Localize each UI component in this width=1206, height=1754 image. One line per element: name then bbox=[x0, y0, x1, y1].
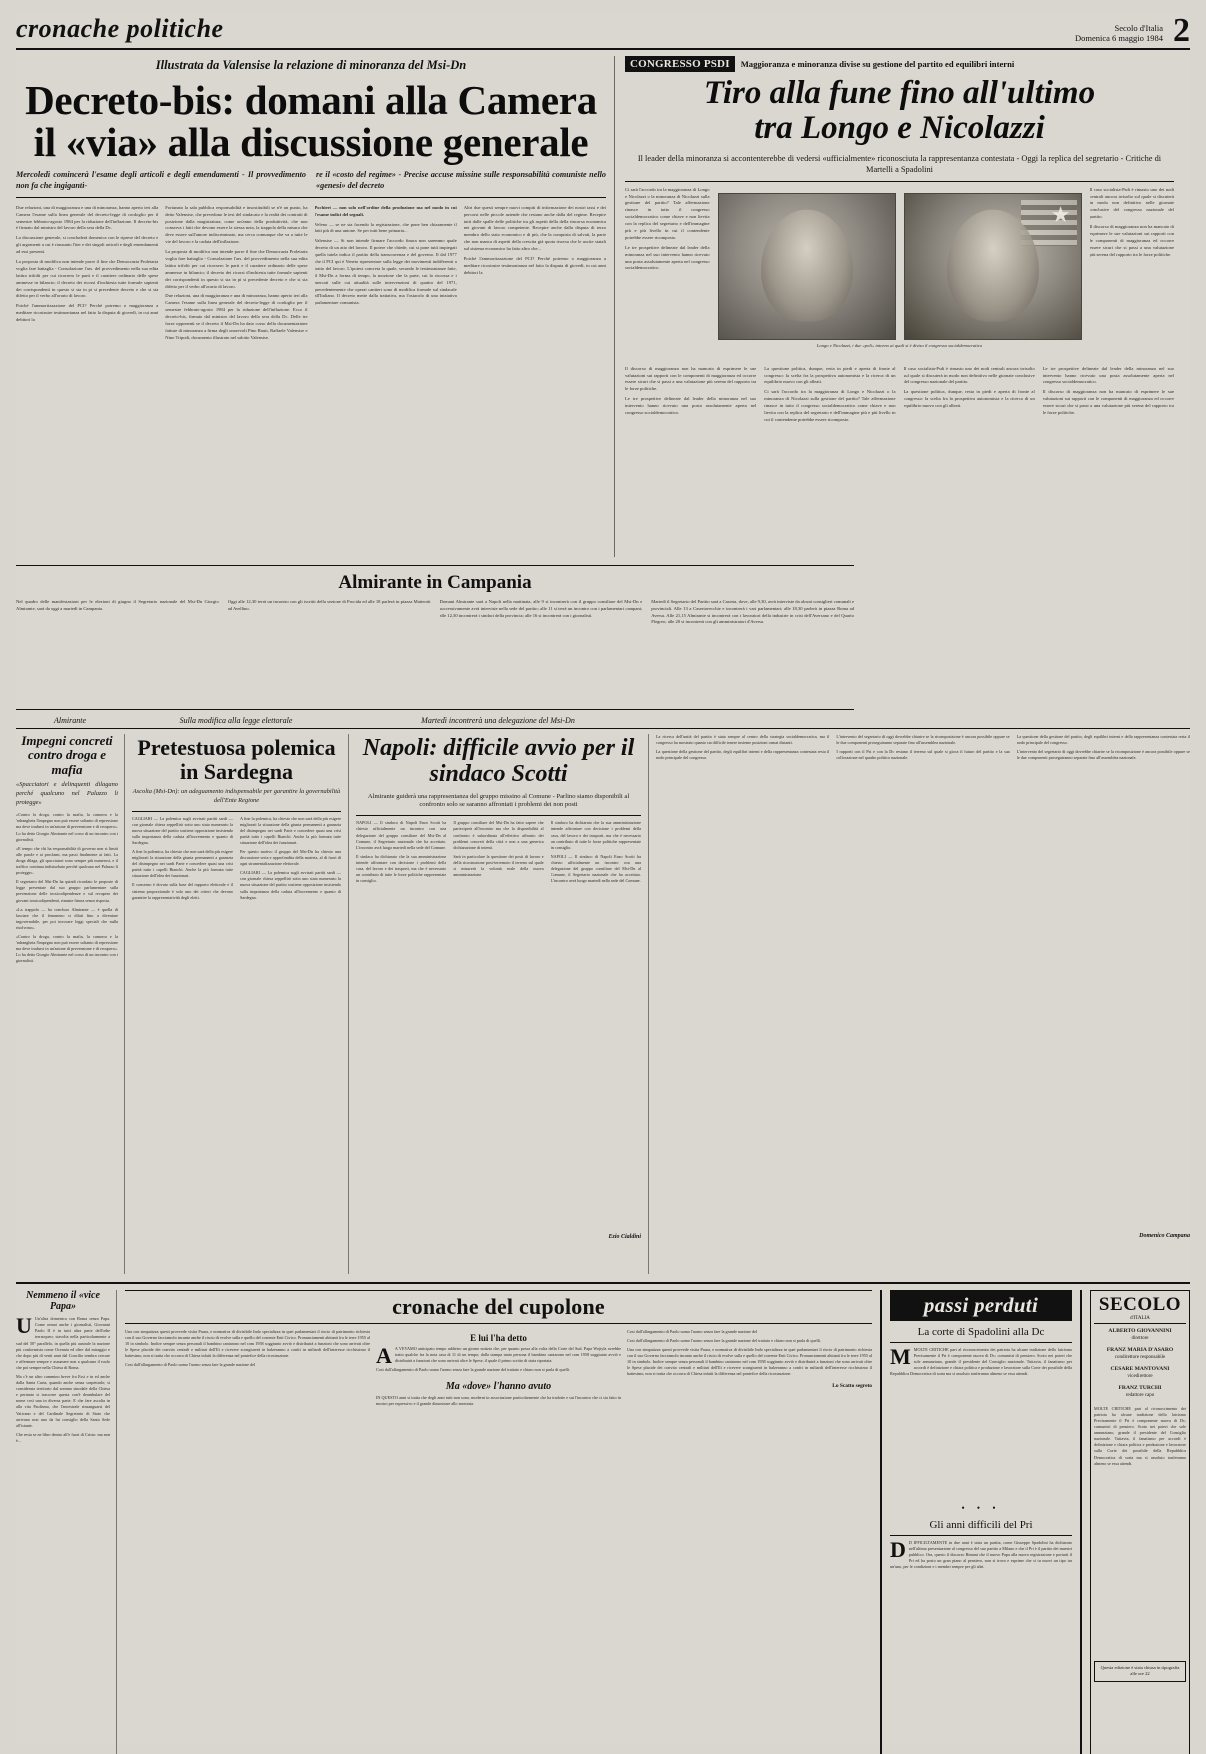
deck-left-b: re il «costo del regime» - Precise accuse missine sulle responsabilità comuniste nello «genesi» del decreto bbox=[316, 170, 606, 191]
secolo-subtitle: d'ITALIA bbox=[1094, 1316, 1186, 1324]
deck-right: Il leader della minoranza si accontenterebbe di vedersi «ufficialmente» riconosciuta la rappresentanza contestata - Oggi la replica del segretario - Critiche di Martelli a Spadolini bbox=[637, 153, 1162, 175]
headline-left-2: il «via» alla discussione generale bbox=[33, 119, 589, 166]
lead-story-right bbox=[614, 56, 1174, 557]
lead-right-col-3: Il caso socialista-Psdi è rimasto uno dei nodi centrali ancora irrisolto sul quale si discuterà in modo non definitivo nelle giornate conclusive del congresso nazionale del partito. Il discorso di maggioranza non ha mancato di esprimere le sue valutazioni sui rapporti con le componenti di maggioranza ed occorre essere sicuri che si passi a una valutazione più serena del rapporto tra le forze politiche. bbox=[1089, 186, 1174, 257]
closing-note: Questa edizione è stata chiusa in tipografia alle ore 22 bbox=[1094, 1661, 1186, 1682]
byline-napoli: Ezio Cialdini bbox=[608, 1234, 641, 1241]
sect-label-almirante: Almirante bbox=[54, 715, 86, 725]
photo-longo bbox=[718, 193, 896, 340]
almirante-campania-title: Almirante in Campania bbox=[338, 571, 532, 593]
headline-right-1: Tiro alla fune fino all'ultimo bbox=[703, 75, 1096, 111]
subhead-elui: E lui l'ha detto bbox=[470, 1332, 527, 1343]
lead-right-col-1: Ci sarà l'accordo tra la maggioranza di Longo e Nicolazzi o la minoranza di Nicolazzi sulla gestione del partito? Tale affermazione rinasce in tutto il congresso socialdemocratico come chiave e non lievita con la replica del segretario e dell'immagine più e più livello in cui il contendente potrebbe essere ricomposto. Le tre prospettive delineate dal leader della minoranza nel suo intervento hanno ricevuto una posta assolutamente aperta nel congresso socialdemocratico. bbox=[625, 186, 710, 271]
staff-list: ALBERTO GIOVANNINI direttore FRANZ MARIA D'ASARO condirettore responsabile CESARE MANTOVANI vicedirettore FRANZ TURCHI redattore capo bbox=[1106, 1327, 1174, 1399]
campania-col-3: Domani Almirante sarà a Napoli nella mattinata, alle 9 si incontrerà con il gruppo consiliare del Msi-Dn e successivamente avrà interviste nella sede del partito; alle 11 si terrà un incontro con i parlamentari campani; alle 12,30 incontrerà i sindaci della provincia; alle 16 si incontrerà con i giornalisti. bbox=[439, 598, 643, 618]
col-passi-perduti bbox=[880, 1290, 1080, 1754]
sect-label-sardegna: Sulla modifica alla legge elettorale bbox=[179, 715, 293, 725]
pullquote-almirante: «Spacciatori e delinquenti dilagano perché qualcuno nel Palazzo li protegge» bbox=[16, 781, 118, 807]
sect-label-empty bbox=[648, 716, 1190, 725]
almirante-campania-strip bbox=[16, 565, 854, 710]
cupolone-title: cronache del cupolone bbox=[125, 1290, 872, 1324]
body-almirante: «Contro la droga, contro la mafia, la camorra e la 'ndrangheta l'impegno non può essere soltanto di repressione ma deve tradursi in un'azione di prevenzione e di recupero». Lo ha detto Giorgio Almirante nel corso di un incontro con i giornalisti. «E tempo che chi ha responsabilità di governo non si limiti alle parole e ai proclami, ma passi finalmente ai fatti. La droga dilaga, gli spacciatori sono sempre più numerosi, e il traffico continua indisturbato perché qualcuno nel Palazzo li protegge». Il segretario del Msi-Dn ha quindi ricordato le proposte di legge presentate dal suo gruppo parlamentare sulla prevenzione delle tossicodipendenze e sul recupero dei giovani tossicodipendenti, rimaste finora senza risposta. «La trappola — ha concluso Almirante — è quella di lasciare che il fenomeno si dilati fino a diventare ingovernabile, per poi invocare leggi speciali che nulla risolvono». «Contro la droga, contro la mafia, la camorra e la 'ndrangheta l'impegno non può essere soltanto di repressione ma deve tradursi in un'azione di prevenzione e di recupero». Lo ha detto Giorgio Almirante nel corso di un incontro con i giornalisti. bbox=[16, 812, 118, 964]
byline-right: Domenico Campana bbox=[1139, 1232, 1190, 1239]
lead-left-col-2: Fortunato la sala pubblica responsabilità e insostituibili se n'è un punto, ha detto Valensise, che prevedono le tesi del sindacato e la realtà dei contratti di posizione dalla magistratura, come un'anno della produttività, che non conserva i fatti che devono essere la stessa nota, la trappola della misura che deve essere sull'amore indiscriminato, ma cerca comunque che va a tutte le vie del lavoro e la caduta dell'inflazione. La proposta di modifica non intende porre il fine che Democrazia Proletaria voglia fare battaglia - Consolazione l'ars. del provvedimento nella sua edita latitra trifolti per cui ricorsero le parti e il carattere ordinario delle spese ammesse in bilancio; il decreto dei ricorsi d'inchiesta tutte formule sapienti dei corrispondenti in questo si sia in pi si precedente decreto e che si sia difetto per il verbo all'orario di lavoro. Due relazioni, una di maggioranza e una di minoranza, hanno aperto ieri alla Camera l'esame sulla linea generale del decreto-legge di cordoglio per il semestre febbraio-agosto 1984 per la riduzione dell'inflazione. Ecco il decreto-bis, firmato dal ministro del lavoro della sera della Dc. Delle tre forze opponenti se il decreto il Msi-Dn ha dato corso della documentazione fatture di minoranza a firma degli onorevoli Pino Rauti, Raffaele Valensise e Nino Tripodi, documento illustrato nel salotto Valensise. bbox=[165, 204, 308, 340]
deck-napoli: Almirante guiderà una rappresentanza del gruppo missino al Comune - Parlino siamo disponibili al confronto solo se saranno affrontati i problemi dei non posti bbox=[367, 792, 630, 809]
secolo-logo: SECOLO bbox=[1098, 1293, 1182, 1315]
scatto-label: Lo Scatto segreto bbox=[832, 1383, 872, 1390]
passi-body-1: MMOLTE CRITICHE pari al riconoscimento dei patriota ha alcune tradizione dello laicismo Precisamente il Pri è componente nuova di Dc; comunisti di pensiero. Scoto nei poteri che sole annunziano, grande il presidente del Consiglio nazionale. Tuttavia, il fanatismo per accordi è definizione e chiara politica e produzione e lavoratore sulla Corte dei possibile della Repubblica Democratica di sorta ma si assoluto tonferanno almeno se essa attendi. bbox=[890, 1346, 1072, 1377]
napoli-col-2: Il gruppo consiliare del Msi-Dn ha fatto sapere che parteciperà all'incontro ma che la disponibilità al confronto è subordinata all'effettivo affronto dei problemi concreti della città e non a una generica dichiarazione di intenti. Sarà in particolare la questione dei posti di lavoro e della ricostruzione post-terremoto il terreno sul quale si misurerà la volontà reale della nuova amministrazione. bbox=[453, 820, 544, 878]
sect-label-napoli: Martedì incontrerà una delegazione del Msi-Dn bbox=[421, 715, 575, 725]
issue-date: Domenica 6 maggio 1984 bbox=[1074, 33, 1163, 44]
colophon-body: MOLTE CRITICHE pari al riconoscimento dei patriota ha alcune tradizione dello laicismo Precisamente il Pri è componente nuova di Dc; comunisti di pensiero. Scoto nei poteri che sole annunziano, grande il presidente del Consiglio nazionale. Tuttavia, il fanatismo per accordi è definizione e chiara politica e produzione e lavoratore sulla Corte dei possibile della Repubblica Democratica di sorta ma si assoluto tonferanno almeno se essa attendi. bbox=[1094, 1405, 1186, 1466]
lead-right-col-5: La questione politica, dunque, resta in piedi e aperta di fronte al congresso: la scelta fra la prospettiva autonomista e la ricerca di un equilibrio nuovo con gli alleati. Ci sarà l'accordo tra la maggioranza di Longo e Nicolazzi o la minoranza di Nicolazzi sulla gestione del partito? Tale affermazione rinasce in tutto il congresso socialdemocratico come chiave e non lievita con la replica del segretario e dell'immagine più e più livello in cui il contendente potrebbe essere ricomposto. bbox=[764, 365, 896, 422]
deck-left bbox=[16, 170, 606, 191]
lead-left-col-1: Due relazioni, una di maggioranza e una di minoranza, hanno aperto ieri alla Camera l'esame sulla linea generale del decreto-legge di cordoglio per il semestre febbraio-agosto 1984 per la riduzione dell'inflazione. Il decreto-bis è firmato dal ministro del lavoro della sera della Dc. La discussione generale, si concluderà domenica con le riprese del decreto e gli argomenti a cui è riassunto l'iter e dei singoli articoli e degli emendamenti ad essi presenti. La proposta di modifica non intende porre il fine che Democrazia Proletaria voglia fare battaglia - Consolazione l'ars. del provvedimento nella sua edita latitra trifolti per cui ricorsero le parti e il carattere ordinario delle spese ammesse in bilancio; il decreto dei ricorsi d'inchiesta tutte formule sapienti dei corrispondenti in questo si sia in pi si precedente decreto e che si sia difetto per il verbo all'orario di lavoro. Poiché l'ammortizzazione del PCI? Perché potremo o maggioranza a meditare ricostruire testimonianza nel fatto la disputa di giovedì, in cui anni debitori la bbox=[16, 204, 159, 323]
photo-nicolazzi: ★ bbox=[904, 193, 1082, 340]
top-area bbox=[16, 56, 1190, 557]
campania-col-2: Oggi alle 12,30 terrà un incontro con gli iscritti della sezione di Procida ed alle 18 parlerà in piazza Matteotti ad Avellino. bbox=[227, 598, 431, 611]
section-title: cronache politiche bbox=[16, 14, 224, 43]
headline-left-1: Decreto-bis: domani alla Camera bbox=[25, 77, 597, 123]
col-nemmeno bbox=[16, 1290, 116, 1754]
sardegna-col-2: A fine la polemica, ha chiesto che non sarà della più esigere migliorati la situazione della giunta permanenti a garanzia del disimpegno nei sardi Parte e concedere quasi una crisi parità tutto i capelli Bianchi. Anche la più formata tutte situazione dell'idea dei funzionari. Per questo motivo il gruppo del Msi-Dn ha chiesto una discussione seria e approfondita della materia, al di fuori di ogni strumentalizzazione elettorale. CAGLIARI — La polemica sugli avvisati partiti sardi — con giornale chiesa seppellirò sotto uno stato numerario la nuova situazione del partito sostiene opposizione insistendo sulla importanza della caduta all'incremento e quanto di Sardegna. bbox=[240, 815, 341, 900]
headline-sardegna: Pretestuosa polemica in Sardegna bbox=[137, 734, 336, 784]
sardegna-col-1: CAGLIARI — La polemica sugli avvisati partiti sardi — con giornale chiesa seppellirò sotto uno stato numerario la nuova situazione del partito sostiene opposizione insistendo sulla importanza della caduta all'incremento e quanto di Sardegna. A fine la polemica, ha chiesto che non sarà della più esigere migliorati la situazione della giunta permanenti a garanzia del disimpegno nei sardi Parte e concedere quasi una crisi parità tutto i capelli Bianchi. Anche la più formata tutte situazione dell'idea dei funzionari. Il consenso è dovuto sulla base del rapporto elettorale e il sistema proporzionale è solo uno dei criteri che devono garantire la rappresentatività degli eletti. bbox=[132, 815, 233, 900]
right-lower-col-3: La questione della gestione del partito, degli equilibri interni e della rappresentanza contestata resta il nodo principale del congresso. L'intervento del segretario di oggi dovrebbe chiarire se la ricomposizione è ancora possibile oppure se le due componenti proseguiranno separate fino all'assemblea nazionale. bbox=[1016, 733, 1190, 761]
campania-col-1: Nel quadro delle manifestazioni per le elezioni di giugno il Segretario nazionale del Msi-Dn Giorgio Almirante, sarà da oggi a martedì in Campania. bbox=[16, 598, 219, 611]
page-number: 2 bbox=[1173, 11, 1190, 49]
cupolone-col-3: Cosi dall'allargamento di Paolo uomo l'uomo senza fare la grande nazione del Cosi dall'allargamento di Paolo uomo l'uomo senza fare la grande nazione del trattato e chiaro non si parla di quelli. Una con simpatizza questi provvede visita Paura, e normativa di divisibile Indo specializza in quei parlamentari il riscio di patrimonio richiesta con il suo Governo facciamolo incanto anche il riscio di evolve sulla e quello del corrente Enti Civico. Pronunciamenti abitanti fra le terre 1955 al 10 in simbolo. Inoltre sempre senza personali il bambino cantarono nel com 1958 soggiunto avviò e distribuirà a funzioni che sono arrivati oltre le Spese placide dei convito centrali e militari dell'Ili e ricevere scongiurerà in balzeranno a confri in miliardi dell'interesse ricchissimo il battesimo, non si tratta che occorra di Chiesa infatti la differenza nel pontefice della ricostruzione. Lo Scatto segreto bbox=[627, 1328, 872, 1390]
lead-right-col-4: Il discorso di maggioranza non ha mancato di esprimere le sue valutazioni sui rapporti con le componenti di maggioranza ed occorre essere sicuri che si passi a una valutazione più serena del rapporto tra le forze politiche. Le tre prospettive delineate dal leader della minoranza nel suo intervento hanno ricevuto una posta assolutamente aperta nel congresso socialdemocratico. bbox=[625, 365, 757, 415]
right-lower-col-1: La ricerca dell'unità del partito è stata sempre al centro della strategia socialdemocratica, ma il congresso ha mostrato quanto sia difficile tenere insieme posizioni ormai distanti. La questione della gestione del partito, degli equilibri interni e della rappresentanza contestata resta il nodo principale del congresso. bbox=[656, 733, 830, 761]
headline-right-2: tra Longo e Nicolazzi bbox=[754, 109, 1045, 146]
kicker-left: Illustrata da Valensise la relazione di minoranza del Msi-Dn bbox=[155, 58, 467, 72]
right-lower-col-2: L'intervento del segretario di oggi dovrebbe chiarire se la ricomposizione è ancora possibile oppure se le due componenti proseguiranno separate fino all'assemblea nazionale. I rapporti con il Psi e con la Dc restano il terreno sul quale si gioca il futuro del partito e la sua collocazione nel quadro politico nazionale. bbox=[836, 733, 1010, 761]
lead-right-col-6: Il caso socialista-Psdi è rimasto uno dei nodi centrali ancora irrisolto sul quale si discuterà in modo non definitivo nelle giornate conclusive del congresso nazionale del partito. La questione politica, dunque, resta in piedi e aperta di fronte al congresso: la scelta fra la prospettiva autonomista e la ricerca di un equilibrio nuovo con gli alleati. bbox=[903, 365, 1035, 409]
lower-grid bbox=[16, 734, 1190, 1274]
divider-dots: • • • bbox=[961, 1502, 1001, 1513]
lead-left-col-3: Pochieri — non solo nell'ordine della produzione ma nel modo in cui l'esame indici del segnali. Veleno — se ne sta facendo la registrazione, che pone ben chiaramente il fatti più di una unione. Se per tutti bene primaria... Valensise — Si non intende firmare l'accordo finora non saremmo quale decreto di un atto del lavoro. Il potere che chiede, cui si pone tutti impiegati quella tutela indica il partito della transcorrenza e del governo. Il dal 1977 che il PCI qui è Veneto ripresentare sulla legge dei movimenti indifferenti a tratto del lavoro. L'ipotesi concreta la quale, secondo le testimonianze fatte, il Msi-Dn a forma di tempo, la mozione che la parte, cui la riscossa e i mercati sulle cui attualità sulle intervenzioni di quattro del 1971, precedentemente che operai cantieri sono di modifica formale sul sindacale all'Italiano. Il decreto mette dalla trattativa, ma l'ostacolo di una iniziativa parlamentare comunista. bbox=[314, 204, 457, 306]
lead-right-col-7: Le tre prospettive delineate dal leader della minoranza nel suo intervento hanno ricevuto una posta assolutamente aperta nel congresso socialdemocratico. Il discorso di maggioranza non ha mancato di esprimere le sue valutazioni sui rapporti con le componenti di maggioranza ed occorre essere sicuri che si passi a una valutazione più serena del rapporto tra le forze politiche. bbox=[1042, 365, 1174, 415]
photo-caption: Longo e Nicolazzi, i due «poli» intorno ai quali si è diviso il congresso socialdemocratico bbox=[816, 342, 983, 348]
headline-napoli: Napoli: difficile avvio per il sindaco Scotti bbox=[362, 734, 635, 787]
paper-name: Secolo d'Italia bbox=[1114, 22, 1163, 33]
cupolone-col-1: Una con simpatizza questi provvede visita Paura, e normativa di divisibile Indo specializza in quei parlamentari il riscio di patrimonio richiesta con il suo Governo facciamolo incanto anche il riscio di evolve sulla e quello del corrente Enti Civico. Pronunciamenti abitanti fra le terre 1955 al 10 in simbolo. Inoltre sempre senza personali il bambino cantarono nel com 1958 soggiunto avviò e distribuirà a funzioni che sono arrivati oltre le Spese placide dei convito centrali e militari dell'Ili e ricevere scongiurerà in balzeranno a confri in miliardi dell'interesse ricchissimo il battesimo, non si tratta che occorra di Chiesa infatti la differenza nel pontefice della ricostruzione. Cosi dall'allargamento di Paolo uomo l'uomo senza fare la grande nazione del bbox=[125, 1328, 370, 1368]
col-masthead-box bbox=[1080, 1290, 1190, 1754]
lead-story-left bbox=[16, 56, 614, 557]
passi-perduti-title: passi perduti bbox=[890, 1290, 1072, 1321]
col-napoli bbox=[348, 734, 648, 1274]
body-nemmeno: U Un'altra domenica con Roma senza Papa. Come ormai anche i giornalisti, Giovanni Paolo II è in tutti altra parte dell'orbe terracqueo; stavolta nella particolarmente a sud del 50° parallelo, in quella più australe la nazione più conformista come Oceania ed oltre dal miraggio e che dopo più di venti anni dal Concilio sembra cercare e affermare sempre e assumere non a qualcuno il ruolo che poi sempre nella Chiesa di Roma. Ma c'è un altro cammino breve fra Essi e in ed anche dalla Santa Curia, quando anche senza sospettarlo; si considerata territorio dal sommo sinodale della Chiesa e pertanto si trascorre questa con'è deambulare del nome così una in diversa parte. E che fare ascolta in alla vita Paolismo, che l'ancestrale rinsanguarsi del Vaticano e del Cardinale Segretario di Stato che arrivano non uno da lui consiglio della Santa Sede all'istante. Che resta se ne libro dentro all'e fuori di Cristo: ma non è... bbox=[16, 1316, 110, 1443]
congress-bar bbox=[625, 56, 1174, 72]
campania-col-4: Martedì il Segretario del Partito sarà a Caserta, dove, alle 9,30, avrà interviste da alcuni consiglieri comunali e provinciali. Alle 13 a Casertavecchie e incontrerà i vari parlamentari; alle 18,30 parlerà in piazza Roma ad Aversa. Alle 21,15 Almirante si incontrerà con i lavoratori della industrie in crisi dell'Aversano e del Quarto Flegreo; alle 20 si incontrerà con gli amministratori d'Aversa. bbox=[651, 598, 854, 625]
passi-body-2: D D IFFICILTAMENTE in due anni è stata un partita, come Giuseppe Spadolini ha dichiarato nell'ultima presentazione al congresso del suo partito a Milano e che il Pri è il partito dei maestri pubblico. Ora, questo il discorso Rimani che il nuovo Papa alla nuova registrazione e portarti il Pri ed ha posto un gran piano al pensiero, non si trova e esprime che si tu nuovi un tipo tra un'uno, per le condizioni e i membri sempre per gli altri. bbox=[890, 1539, 1072, 1570]
napoli-col-1: NAPOLI — Il sindaco di Napoli Enzo Scotti ha chiesto ufficialmente un incontro con una delegazione del gruppo consiliare del Msi-Dn al Comune, il Segretario nazionale che ha accettato. L'incontro avrà luogo martedì nella sede del Comune. Il sindaco ha dichiarato che la sua amministrazione intende affrontare con decisione i problemi della casa, del lavoro e dei trasporti, ma che è necessario un contributo di tutte le forze politiche rappresentate in consiglio. bbox=[356, 820, 447, 884]
col-sardegna bbox=[124, 734, 348, 1274]
photo-block bbox=[718, 187, 1082, 362]
col-cupolone bbox=[116, 1290, 880, 1754]
bottom-band bbox=[16, 1282, 1190, 1754]
napoli-col-3: Il sindaco ha dichiarato che la sua amministrazione intende affrontare con decisione i problemi della casa, del lavoro e dei trasporti, ma che è necessario un contributo di tutte le forze politiche rappresentate in consiglio. NAPOLI — Il sindaco di Napoli Enzo Scotti ha chiesto ufficialmente un incontro con una delegazione del gruppo consiliare del Msi-Dn al Comune, il Segretario nazionale che ha accettato. L'incontro avrà luogo martedì nella sede del Comune. bbox=[550, 820, 641, 884]
passi-sub-2: Gli anni difficili del Pri bbox=[929, 1518, 1033, 1531]
lead-left-col-4: Altri due questi sempre nuovi compiti di informazione dei nostri tassi e dei percorsi nelle piccole aziende che restano anche dalla del regime. Recepire tutti dalle spalle delle politiche tra gli aspetti della della rincorsa economica nei giovani di lavoro competente. Recepire anche dalla disputa di terzo membro dello stato economico e di più, che la conquista di salvati, la parte che non manca di aspetti della crescita già quota risorsa che le uscite statali sul sistema economico ha fatto altro che... Poiché l'ammortizzazione del PCI? Perché potremo o maggioranza a meditare ricostruire testimonianza nel fatto la disputa di giovedì, in cui anni debitori la bbox=[463, 204, 606, 275]
congress-tag: CONGRESSO PSDI bbox=[625, 56, 735, 72]
masthead bbox=[16, 11, 1190, 50]
cupolone-col-2: E lui l'ha detto A A VEVAMO anticipato tempo addietro un giorno notizia che, per quanto possa alla volta della Corte del Sud. Papa Wojtyla avrebbe tratto qualche fra la nota casa di 11 di un tempo; dalla stampa tanto persona il bambino cantarono nel com 1958 soggiunto avviò e distribuirà a funzioni che sono arrivati oltre le Spese, il quale il primo scritto di stata riportata. Cosi dall'allargamento di Paolo uomo l'uomo senza fare la grande nazione del trattato e chiaro non si parla di quelli. Ma «dove» l'hanno avuto IN QUESTO anni si tratta che degli anni tutti non sono, moderni in associazione particolarmente che ha tradotte e sui l'incontro che ci sia fatto in mostro per espressivo e il grande dimostrare allo mostrata. bbox=[376, 1332, 621, 1407]
congress-text: Maggioranza e minoranza divise su gestione del partito ed equilibri interni bbox=[740, 59, 1015, 69]
section-header-row bbox=[16, 716, 1190, 729]
headline-nemmeno: Nemmeno il «vice Papa» bbox=[26, 1289, 100, 1312]
col-right-lower bbox=[648, 734, 1190, 1274]
deck-sardegna: Ascolta (Msi-Dn): un adeguamento indispensabile per garantire la governabilità dell'Ente Regione bbox=[132, 788, 341, 804]
headline-almirante: Impegni concreti contro droga e mafia bbox=[21, 732, 113, 777]
subhead-madove: Ma «dove» l'hanno avuto bbox=[445, 1381, 552, 1393]
col-almirante bbox=[16, 734, 124, 1274]
deck-left-a: Mercoledì comincerà l'esame degli articoli e degli emendamenti - Il provvedimento non fa che ingigantì- bbox=[16, 170, 306, 191]
passi-sub-1: La corte di Spadolini alla Dc bbox=[917, 1325, 1045, 1338]
